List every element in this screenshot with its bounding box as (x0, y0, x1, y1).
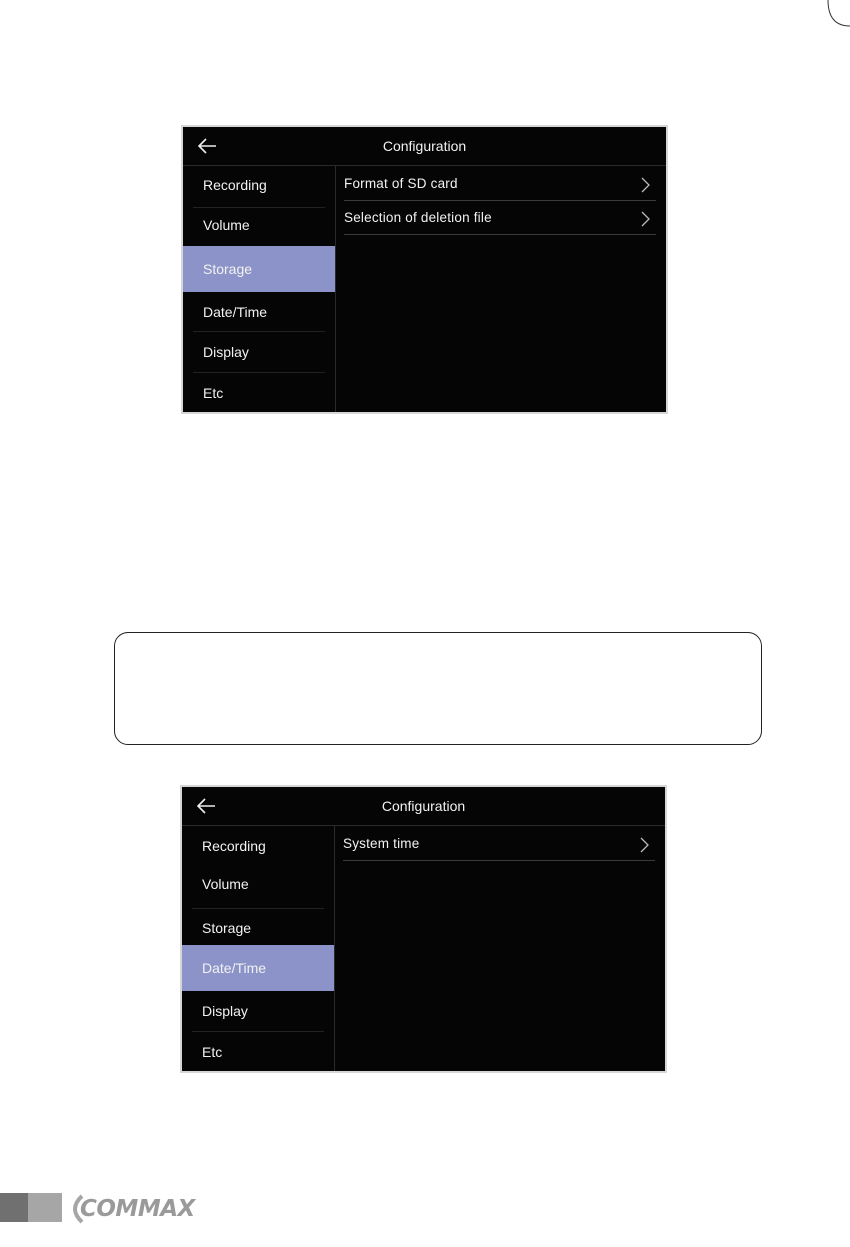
footer-bar-light (28, 1193, 62, 1222)
sidebar-item-etc[interactable]: Etc (203, 385, 224, 401)
sidebar-item-date-time[interactable]: Date/Time (182, 945, 334, 991)
content-panel (335, 826, 665, 1071)
sidebar (183, 166, 336, 412)
config-screen-storage (181, 125, 668, 414)
content-panel (336, 166, 666, 412)
header (183, 127, 666, 166)
notice-box (114, 632, 762, 745)
menu-label: System time (343, 836, 420, 851)
footer-bar-dark (0, 1193, 28, 1222)
page-title: Configuration (381, 798, 466, 814)
sidebar-item-display[interactable]: Display (202, 1003, 248, 1019)
chevron-right-icon (640, 177, 650, 193)
sidebar-item-date-time[interactable]: Date/Time (203, 304, 268, 320)
menu-row-system-time[interactable] (343, 827, 655, 861)
commax-logo (64, 1193, 220, 1225)
sidebar-item-etc[interactable]: Etc (202, 1044, 223, 1060)
sidebar-item-display[interactable]: Display (203, 343, 249, 360)
menu-label: Format of SD card (344, 176, 458, 191)
sidebar (182, 826, 335, 1071)
header (182, 787, 665, 826)
chevron-right-icon (640, 211, 650, 227)
sidebar-item-volume[interactable]: Volume (202, 876, 249, 892)
page-title: Configuration (382, 138, 467, 154)
sidebar-item-recording[interactable]: Recording (203, 177, 267, 193)
chevron-right-icon (639, 837, 649, 853)
logo-text: COMMAX (80, 1196, 195, 1222)
corner-crop-mark (826, 0, 850, 28)
config-screen-date-time (180, 785, 667, 1073)
sidebar-item-storage[interactable]: Storage (202, 920, 252, 936)
sidebar-item-storage[interactable]: Storage (183, 246, 335, 292)
sidebar-item-volume[interactable]: Volume (203, 217, 250, 233)
menu-label: Selection of deletion file (344, 210, 492, 225)
sidebar-item-recording[interactable]: Recording (202, 838, 266, 854)
menu-row-format-sd[interactable] (344, 167, 656, 201)
menu-row-deletion-file[interactable] (344, 201, 656, 235)
